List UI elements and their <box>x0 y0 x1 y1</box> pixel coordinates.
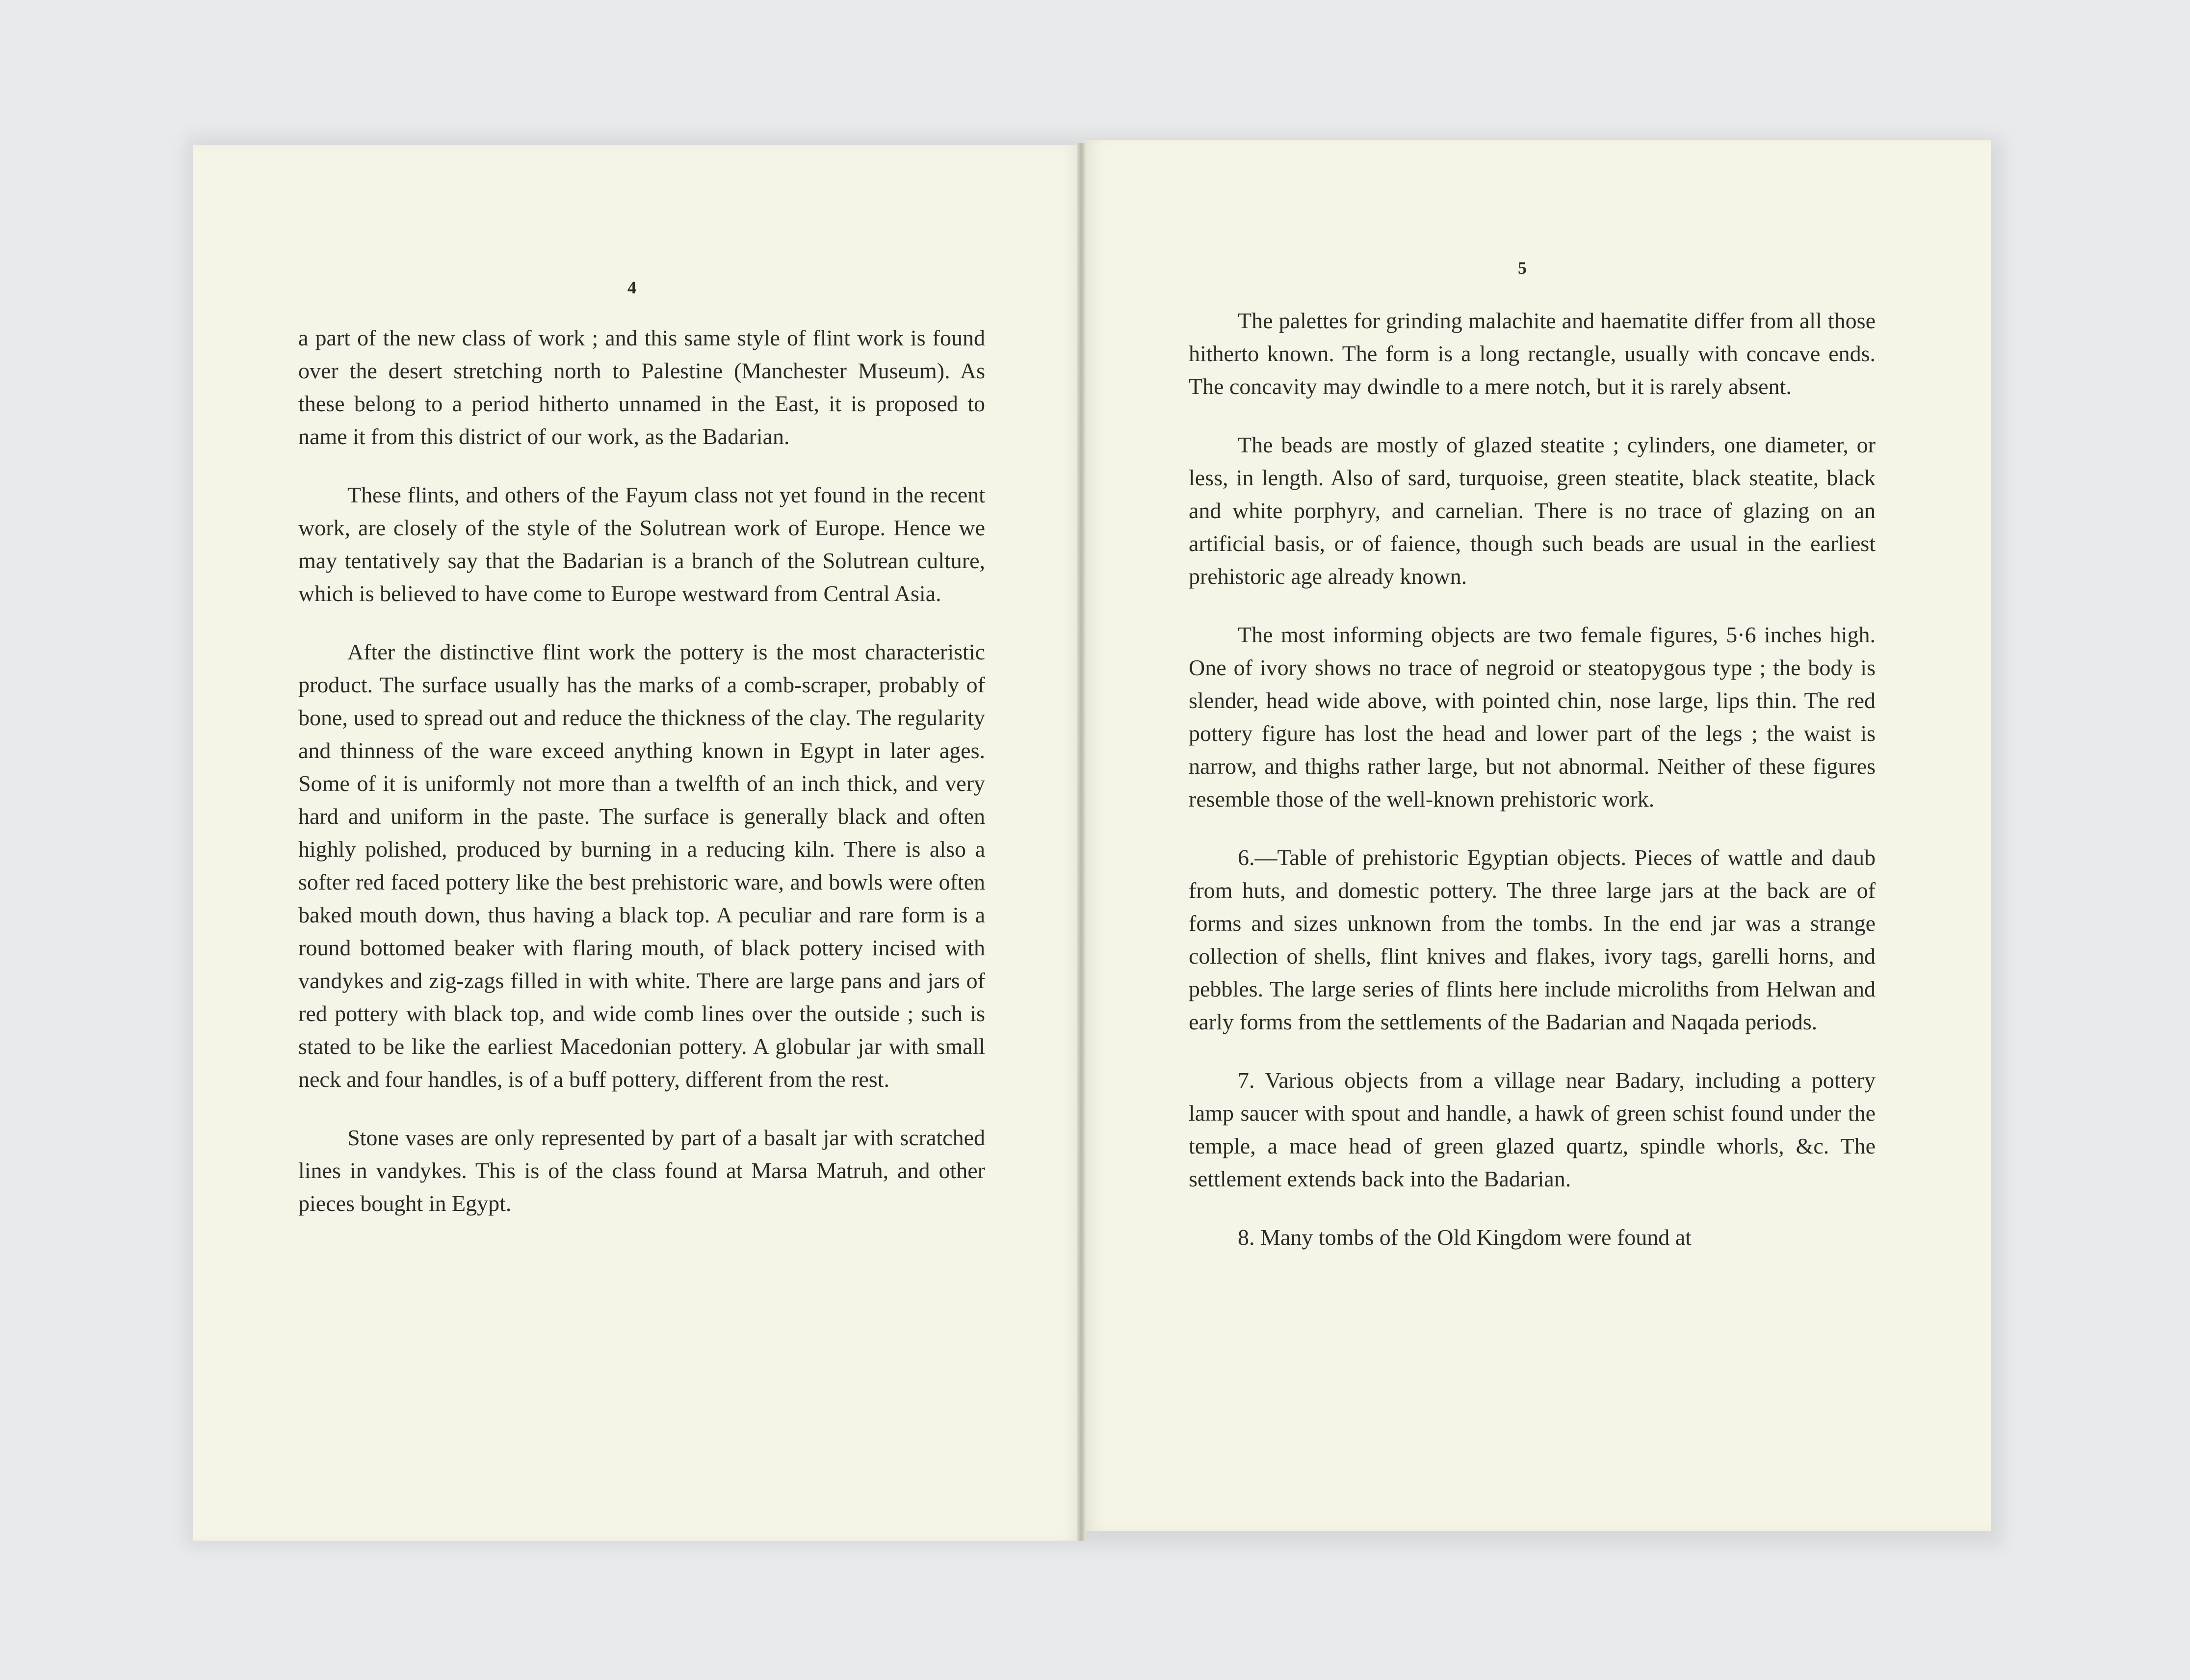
paragraph: After the distinctive flint work the pottery is the most characteristic product. The surface usually has the marks of a comb-scraper, probably of bone, used to spread out and reduce the thickness of the clay. The regularity and thinness of the ware exceed anything known in Egypt in later ages. Some of it is uniformly not more than a twelfth of an inch thick, and very hard and uniform in the paste. The surface is generally black and often highly polished, produced by burning in a reducing kiln. There is also a softer red faced pottery like the best prehistoric ware, and bowls were often baked mouth down, thus having a black top. A peculiar and rare form is a round bottomed beaker with flaring mouth, of black pottery incised with vandykes and zig-zags filled in with white. There are large pans and jars of red pottery with black top, and wide comb lines over the outside ; such is stated to be like the earliest Macedonian pottery. A globular jar with small neck and four handles, is of a buff pottery, different from the rest. <box>298 639 985 1092</box>
paragraph: The beads are mostly of glazed steatite ; cylinders, one diameter, or less, in length. Also of sard, turquoise, green steatite, black steatite, black and white porphyry, and carnelian. There is no trace of glazing on an artificial basis, or of faience, though such beads are usual in the earliest prehistoric age already known. <box>1189 432 1876 589</box>
left-page-text <box>298 321 985 1220</box>
paragraph: The palettes for grinding malachite and haematite differ from all those hitherto known. The form is a long rectangle, usually with concave ends. The concavity may dwindle to a mere notch, but it is rarely absent. <box>1189 308 1876 399</box>
paragraph: a part of the new class of work ; and this same style of flint work is found over the desert stretching north to Palestine (Manchester Museum). As these belong to a period hitherto unnamed in the East, it is proposed to name it from this district of our work, as the Badarian. <box>298 325 985 449</box>
paragraph: 7. Various objects from a village near Badary, including a pottery lamp saucer with spout and handle, a hawk of green schist found under the temple, a mace head of green glazed quartz, spindle whorls, &c. The settlement extends back into the Badarian. <box>1189 1068 1876 1191</box>
page-number-left: 4 <box>627 278 636 297</box>
paragraph: The most informing objects are two female figures, 5·6 inches high. One of ivory shows no trace of negroid or steatopygous type ; the body is slender, head wide above, with pointed chin, nose large, lips thin. The red pottery figure has lost the head and lower part of the legs ; the waist is narrow, and thighs rather large, but not abnormal. Neither of these figures resemble those of the well-known prehistoric work. <box>1189 622 1876 812</box>
right-page-text <box>1189 304 1876 1254</box>
page-number-right: 5 <box>1518 258 1527 278</box>
book-gutter <box>1077 143 1086 1541</box>
paragraph: These flints, and others of the Fayum class not yet found in the recent work, are closely of the style of the Solutrean work of Europe. Hence we may tentatively say that the Badarian is a branch of the Solutrean culture, which is believed to have come to Europe westward from Central Asia. <box>298 482 985 606</box>
right-page <box>1083 140 1991 1531</box>
left-page <box>193 145 1083 1541</box>
paragraph: 8. Many tombs of the Old Kingdom were found at <box>1238 1225 1692 1250</box>
paragraph: 6.—Table of prehistoric Egyptian objects. Pieces of wattle and daub from huts, and domestic pottery. The three large jars at the back are of forms and sizes unknown from the tombs. In the end jar was a strange collection of shells, flint knives and flakes, ivory tags, garelli horns, and pebbles. The large series of flints here include microliths from Helwan and early forms from the settlements of the Badarian and Naqada periods. <box>1189 845 1876 1034</box>
paragraph: Stone vases are only represented by part of a basalt jar with scratched lines in vandykes. This is of the class found at Marsa Matruh, and other pieces bought in Egypt. <box>298 1125 985 1216</box>
